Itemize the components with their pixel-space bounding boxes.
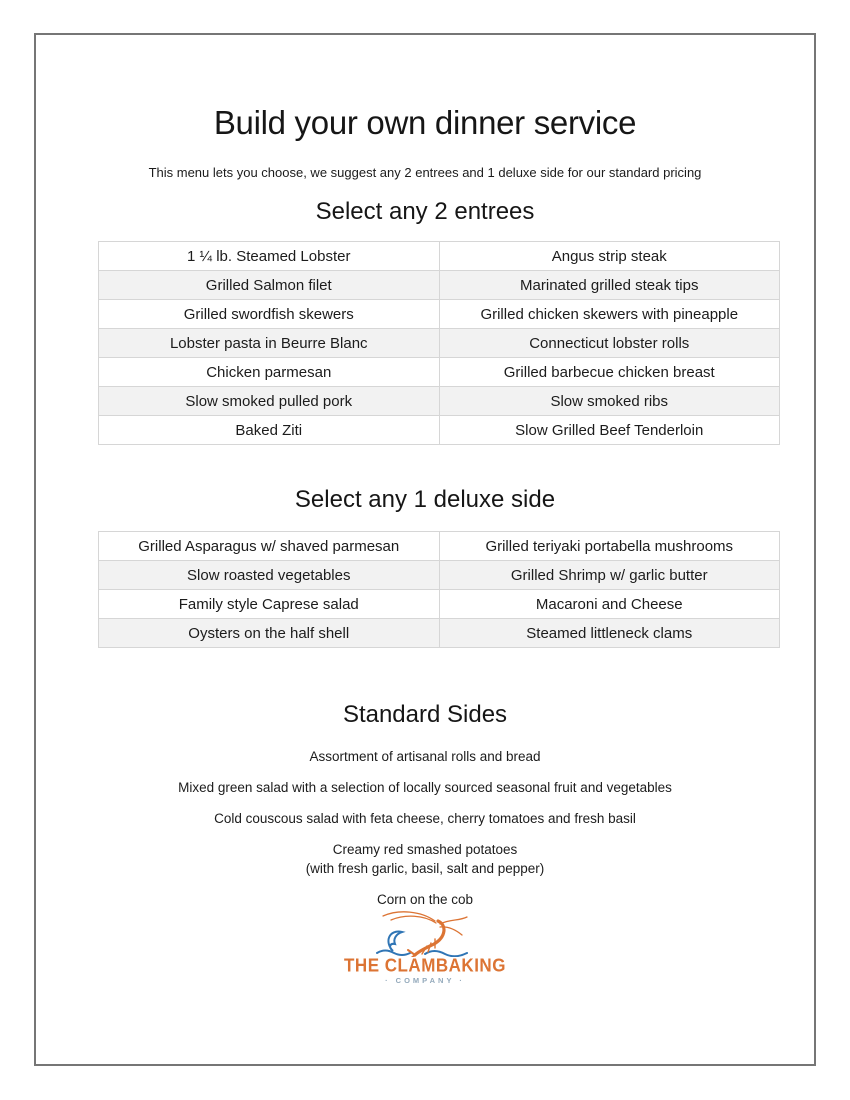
table-row bbox=[99, 590, 780, 619]
table-row bbox=[99, 300, 780, 329]
menu-item-cell: Slow smoked pulled pork bbox=[99, 387, 440, 416]
list-item: Corn on the cob bbox=[376, 892, 474, 907]
page-title: Build your own dinner service bbox=[213, 104, 637, 141]
menu-item-cell: Angus strip steak bbox=[439, 242, 780, 271]
table-row bbox=[99, 619, 780, 648]
table-row bbox=[99, 561, 780, 590]
menu-item-cell: Grilled Shrimp w/ garlic butter bbox=[439, 561, 780, 590]
menu-item-cell: Slow Grilled Beef Tenderloin bbox=[439, 416, 780, 445]
menu-item-cell: Connecticut lobster rolls bbox=[439, 329, 780, 358]
logo-name: THE CLAMBAKING bbox=[344, 955, 506, 976]
page-subtitle: This menu lets you choose, we suggest any 2 entrees and 1 deluxe side for our standard pricing bbox=[148, 165, 702, 180]
list-item-line: Creamy red smashed potatoes bbox=[332, 842, 518, 857]
menu-item-cell: Lobster pasta in Beurre Blanc bbox=[99, 329, 440, 358]
logo-subname: · COMPANY · bbox=[385, 976, 465, 985]
standard-sides-list bbox=[36, 747, 814, 921]
clambaking-logo bbox=[36, 909, 814, 986]
table-row bbox=[99, 532, 780, 561]
menu-item-cell: 1 ¼ lb. Steamed Lobster bbox=[99, 242, 440, 271]
table-row bbox=[99, 387, 780, 416]
menu-item-cell: Grilled teriyaki portabella mushrooms bbox=[439, 532, 780, 561]
menu-item-cell: Steamed littleneck clams bbox=[439, 619, 780, 648]
table-row bbox=[99, 329, 780, 358]
table-row bbox=[99, 416, 780, 445]
deluxe-sides-heading: Select any 1 deluxe side bbox=[294, 486, 556, 513]
menu-page bbox=[34, 33, 816, 1066]
menu-item-cell: Grilled Asparagus w/ shaved parmesan bbox=[99, 532, 440, 561]
menu-item-cell: Macaroni and Cheese bbox=[439, 590, 780, 619]
standard-sides-heading: Standard Sides bbox=[342, 701, 508, 728]
menu-item-cell: Baked Ziti bbox=[99, 416, 440, 445]
menu-item-cell: Chicken parmesan bbox=[99, 358, 440, 387]
list-item: Cold couscous salad with feta cheese, cherry tomatoes and fresh basil bbox=[214, 811, 636, 826]
shrimp-wave-icon bbox=[369, 909, 481, 957]
menu-item-cell: Grilled swordfish skewers bbox=[99, 300, 440, 329]
table-row bbox=[99, 271, 780, 300]
deluxe-sides-table bbox=[98, 531, 780, 648]
menu-item-cell: Slow smoked ribs bbox=[439, 387, 780, 416]
menu-item-cell: Grilled chicken skewers with pineapple bbox=[439, 300, 780, 329]
menu-item-cell: Marinated grilled steak tips bbox=[439, 271, 780, 300]
menu-item-cell: Oysters on the half shell bbox=[99, 619, 440, 648]
menu-item-cell: Slow roasted vegetables bbox=[99, 561, 440, 590]
table-row bbox=[99, 358, 780, 387]
list-item bbox=[36, 840, 814, 878]
entrees-heading: Select any 2 entrees bbox=[315, 198, 535, 225]
list-item: Mixed green salad with a selection of locally sourced seasonal fruit and vegetables bbox=[178, 780, 672, 795]
menu-item-cell: Grilled Salmon filet bbox=[99, 271, 440, 300]
table-row bbox=[99, 242, 780, 271]
list-item: Assortment of artisanal rolls and bread bbox=[309, 749, 541, 764]
menu-item-cell: Family style Caprese salad bbox=[99, 590, 440, 619]
list-item-line: (with fresh garlic, basil, salt and pepper) bbox=[305, 861, 545, 876]
entrees-table bbox=[98, 241, 780, 445]
menu-item-cell: Grilled barbecue chicken breast bbox=[439, 358, 780, 387]
